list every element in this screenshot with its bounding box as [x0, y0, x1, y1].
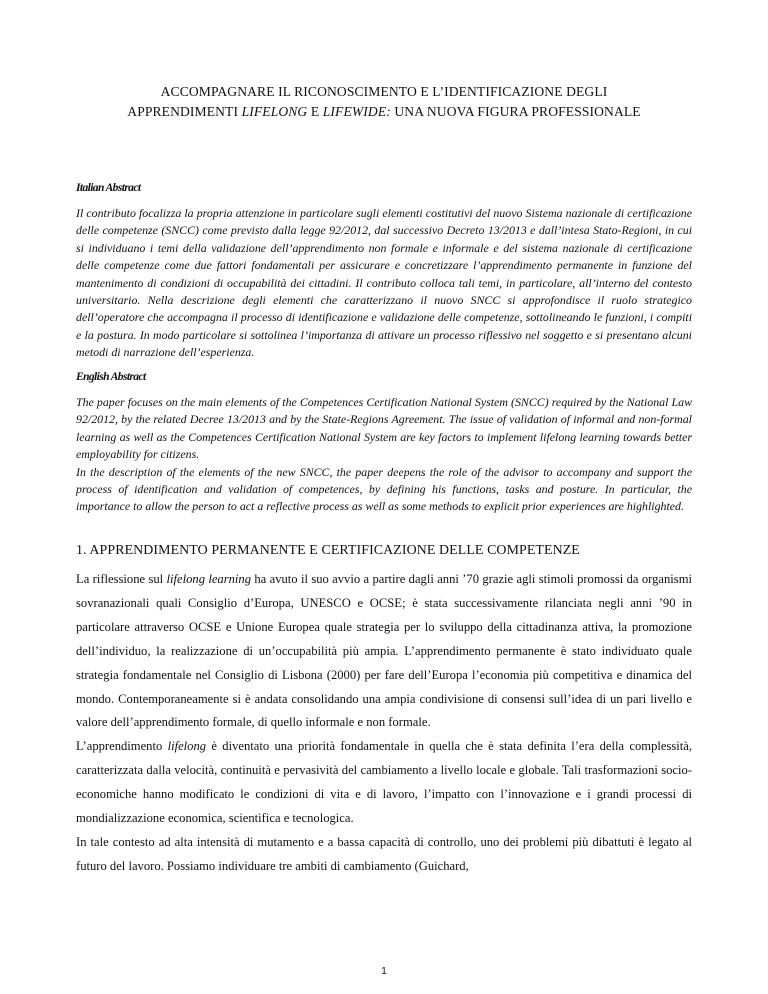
body-paragraph-2 — [76, 735, 692, 831]
english-abstract-paragraph-1: The paper focuses on the main elements of the Competences Certification National System (SNCC) required by the National Law 92/2012, by the related Decree 13/2013 and by the State-Regions Agreement. The issue of validation of informal and non-formal learning as well as the Competences Certification National System are key factors to implement lifelong learning towards better employability for citizens. — [76, 395, 692, 462]
title-line-1: ACCOMPAGNARE IL RICONOSCIMENTO E L’IDENTIFICAZIONE DEGLI — [160, 84, 608, 99]
body-p1-lifelong-learning: lifelong learning — [166, 572, 252, 586]
body-paragraph-1 — [76, 568, 692, 735]
body-p1-start: La riflessione sul — [76, 572, 167, 586]
body-p2-rest: è diventato una priorità fondamentale in quella che è stata definita l’era della complessità, caratterizzata dalla velocità, continuità e pervasività del cambiamento a livello locale e globale. Tali trasformazioni socio-economiche hanno modificato le condizioni di vita e di lavoro, l’impatto con l’innovazione e i grandi processi di mondializzazione economica, scientifica e tecnologica. — [76, 739, 693, 826]
body-p2-lifelong: lifelong — [167, 739, 207, 754]
title-line-2 — [76, 102, 692, 122]
english-abstract-text — [76, 394, 692, 516]
document-title — [76, 82, 692, 122]
italian-abstract-heading: Italian Abstract — [76, 182, 141, 194]
body-p1-rest: ha avuto il suo avvio a partire dagli anni ’70 grazie agli stimoli promossi da organismi sovranazionali quali Consiglio d’Europa, UNESCO e OCSE; è stata successivamente rilanciata negli anni ’90 in particolare attraverso OCSE e Unione Europea quale strategia per lo sviluppo della cittadinanza attiva, la promozione dell’individuo, la realizzazione di un’occupabilità più ampia. L’apprendimento permanente è stato individuato quale strategia fondamentale nel Consiglio di Lisbona (2000) per fare dell’Europa l’economia più competitiva e dinamica del mondo. Contemporaneamente si è andata consolidando una ampia condivisione di consensi sull’idea di un pari livello e valore dell’apprendimento formale, di quello informale e non formale. — [76, 572, 692, 730]
italian-abstract-text — [76, 205, 692, 362]
title-lifelong: LIFELONG — [241, 104, 308, 119]
document-page — [76, 0, 692, 994]
title-lifewide: LIFEWIDE: — [322, 104, 391, 119]
body-p2-start: L’apprendimento — [76, 739, 168, 754]
title-line-2-mid: E — [307, 104, 323, 119]
english-abstract-heading: English Abstract — [76, 371, 146, 383]
section-1-body — [76, 568, 692, 879]
italian-abstract-paragraph: Il contributo focalizza la propria attenzione in particolare sugli elementi costitutivi del nuovo Sistema nazionale di certificazione delle competenze (SNCC) come previsto dalla legge 92/2012, dal successivo Decreto 13/2013 e dall’intesa Stato-Regioni, in cui si individuano i temi della validazione dell’apprendimento non formale e informale e del sistema nazionale di certificazione delle competenze come due fattori fondamentali per assicurare e concretizzare l’apprendimento permanente in funzione del mantenimento di condizioni di occupabilità dei cittadini. Il contributo colloca tali temi, in particolare, all’interno del contesto universitario. Nella descrizione degli elementi che caratterizzano il nuovo SNCC si approfondisce il ruolo strategico dell’operatore che accompagna il processo di identificazione e validazione delle competenze, sottolineando le funzioni, i compiti e la postura. In modo particolare si sottolinea l’importanza di attivare un processo riflessivo nel soggetto e si presentano alcuni metodi di narrazione dell’esperienza. — [76, 206, 692, 360]
title-line-2-suffix: UNA NUOVA FIGURA PROFESSIONALE — [390, 104, 641, 119]
title-line-2-prefix: APPRENDIMENTI — [127, 104, 242, 119]
english-abstract-paragraph-2: In the description of the elements of the new SNCC, the paper deepens the role of the advisor to accompany and support the process of identification and validation of competences, by defining his functions, tasks and posture. In particular, the importance to allow the person to act a reflective process as well as some methods to explicit prior experiences are highlighted. — [76, 464, 692, 514]
section-1-heading: 1. APPRENDIMENTO PERMANENTE E CERTIFICAZIONE DELLE COMPETENZE — [76, 543, 580, 558]
body-paragraph-3: In tale contesto ad alta intensità di mutamento e a bassa capacità di controllo, uno dei problemi più dibattuti è legato al futuro del lavoro. Possiamo individuare tre ambiti di cambiamento (Guichard, — [76, 834, 692, 873]
page-number: 1 — [381, 966, 387, 977]
